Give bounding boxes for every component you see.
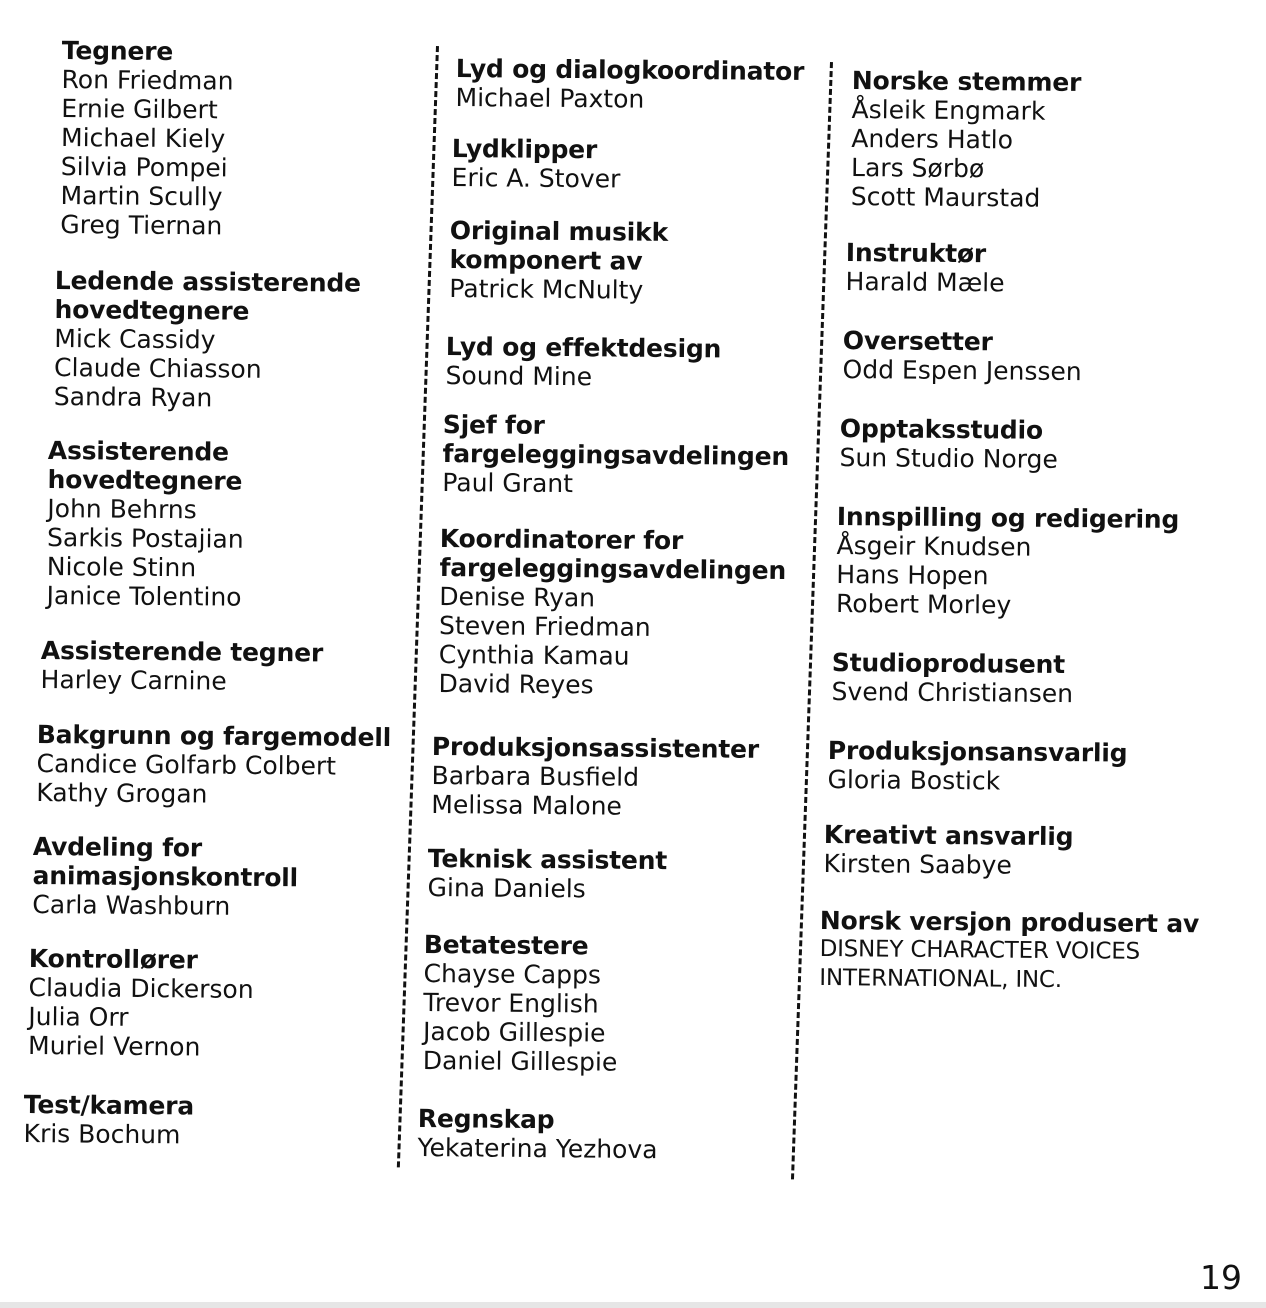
credit-name: Lars Sørbø [850,152,985,184]
credit-heading: Tegnere [61,36,174,66]
credit-section [23,1090,194,1149]
credit-section [423,930,619,1077]
page-bottom-edge [0,1302,1266,1308]
credit-name: Mick Cassidy [54,323,216,355]
credit-section [427,844,667,904]
credit-name: Gloria Bostick [827,764,1001,796]
credit-name: Ron Friedman [61,64,234,96]
credit-name: Barbara Busfield [431,760,640,792]
credit-heading: Instruktør [845,238,987,269]
credit-section [40,636,323,696]
credit-section [54,266,361,414]
credit-name: Jacob Gillespie [422,1016,606,1048]
credit-heading: Assisterende tegner [40,636,324,668]
credit-name: Robert Morley [835,588,1012,620]
credit-name: Michael Kiely [60,122,226,154]
credit-name: Åsgeir Knudsen [836,530,1032,562]
credit-name: Sound Mine [445,360,593,392]
credit-heading: Kontrollører [28,944,198,975]
credit-heading: Koordinatorer for [439,524,684,556]
credit-section [60,36,234,240]
credit-section [836,502,1179,621]
credit-name: Svend Christiansen [831,676,1074,709]
credit-heading: Norske stemmer [851,66,1082,97]
credit-name: Sun Studio Norge [839,442,1058,474]
credit-heading: Studioprodusent [831,648,1066,680]
credit-section [845,238,1004,297]
credit-section [449,216,668,305]
credit-section [28,944,254,1062]
credit-heading: Sjef for [442,410,545,440]
credit-section [36,720,391,810]
credit-heading: Produksjonsansvarlig [827,736,1128,768]
credit-name: Hans Hopen [836,559,989,591]
credit-heading: hovedtegnere [47,464,243,496]
credit-name: Sarkis Postajian [46,522,244,554]
credit-heading: Innspilling og redigering [836,502,1180,534]
credit-section [827,736,1127,797]
credit-name: Candice Golfarb Colbert [36,748,337,781]
credit-heading: animasjonskontroll [32,860,299,893]
credit-section [431,732,759,822]
credit-section [819,906,1199,996]
credit-section [442,410,789,500]
credit-name: Ernie Gilbert [61,93,218,125]
credit-name: David Reyes [438,668,594,700]
credit-name: Anders Hatlo [851,123,1014,155]
credit-heading: Teknisk assistent [427,844,668,876]
credit-name: Steven Friedman [438,610,651,642]
credit-heading: Bakgrunn og fargemodell [36,720,392,753]
credit-section [438,524,786,701]
credit-name: DISNEY CHARACTER VOICES [819,935,1141,965]
credit-name: Eric A. Stover [451,162,621,194]
credit-name: Claude Chiasson [53,352,262,384]
credit-heading: Ledende assisterende [54,266,362,298]
credit-name: Kathy Grogan [36,777,208,809]
credit-name: John Behrns [47,493,197,525]
credit-name: Scott Maurstad [850,181,1041,213]
credit-name: Yekaterina Yezhova [417,1132,658,1165]
credit-heading: Assisterende [47,436,229,467]
credit-section [839,414,1058,474]
credit-name: Cynthia Kamau [438,639,630,671]
credit-heading: Lyd og effektdesign [445,332,722,364]
credit-heading: fargeleggingsavdelingen [442,438,790,472]
credit-name: Odd Espen Jenssen [842,354,1082,387]
credit-name: Harley Carnine [40,664,227,696]
credit-heading: Lyd og dialogkoordinator [455,54,805,87]
credit-name: Carla Washburn [32,889,231,921]
credit-name: Claudia Dickerson [28,972,254,1004]
credit-heading: Kreativt ansvarlig [823,820,1074,852]
credit-heading: Test/kamera [23,1090,195,1121]
credit-section [823,820,1073,880]
credit-heading: Produksjonsassistenter [431,732,760,764]
credit-name: INTERNATIONAL, INC. [819,964,1063,994]
credit-heading: Opptaksstudio [839,414,1044,445]
credit-section [455,54,804,115]
credit-heading: Norsk versjon produsert av [819,906,1200,939]
page-number: 19 [1200,1258,1242,1297]
credit-section [417,1104,657,1164]
credit-heading: Betatestere [423,930,589,961]
credit-name: Gina Daniels [427,872,586,904]
credit-name: Melissa Malone [431,789,623,821]
credit-heading: hovedtegnere [54,294,250,326]
credit-name: Harald Mæle [845,266,1005,298]
credit-name: Michael Paxton [455,82,645,114]
credit-name: Nicole Stinn [46,551,197,583]
credit-name: Janice Tolentino [46,580,242,612]
credit-name: Trevor English [423,987,599,1019]
credit-name: Paul Grant [442,467,574,499]
credit-name: Muriel Vernon [27,1030,201,1062]
credit-section [445,332,721,392]
credit-name: Martin Scully [60,180,223,212]
credit-name: Julia Orr [28,1001,129,1032]
credit-heading: komponert av [449,244,643,276]
credit-name: Chayse Capps [423,958,602,990]
credit-heading: Avdeling for [32,832,203,863]
credit-heading: Oversetter [842,326,993,357]
credit-heading: Regnskap [417,1104,555,1135]
credit-section [851,66,1082,213]
credit-section [831,648,1073,708]
credit-name: Patrick McNulty [449,273,644,305]
credit-name: Daniel Gillespie [422,1045,618,1077]
credit-name: Silvia Pompei [60,151,228,183]
credit-section [451,134,620,193]
column-divider-right [791,62,833,1179]
credit-name: Denise Ryan [439,581,596,613]
credit-heading: Original musikk [449,216,669,247]
credit-name: Kirsten Saabye [823,848,1012,880]
credit-heading: Lydklipper [451,134,598,165]
credit-name: Sandra Ryan [53,381,213,413]
credit-section [32,832,298,921]
credit-section [842,326,1082,386]
credit-section [46,436,244,612]
credit-name: Kris Bochum [23,1118,181,1150]
credit-name: Åsleik Engmark [851,94,1046,126]
credit-name: Greg Tiernan [60,209,223,241]
credit-heading: fargeleggingsavdelingen [439,552,787,586]
